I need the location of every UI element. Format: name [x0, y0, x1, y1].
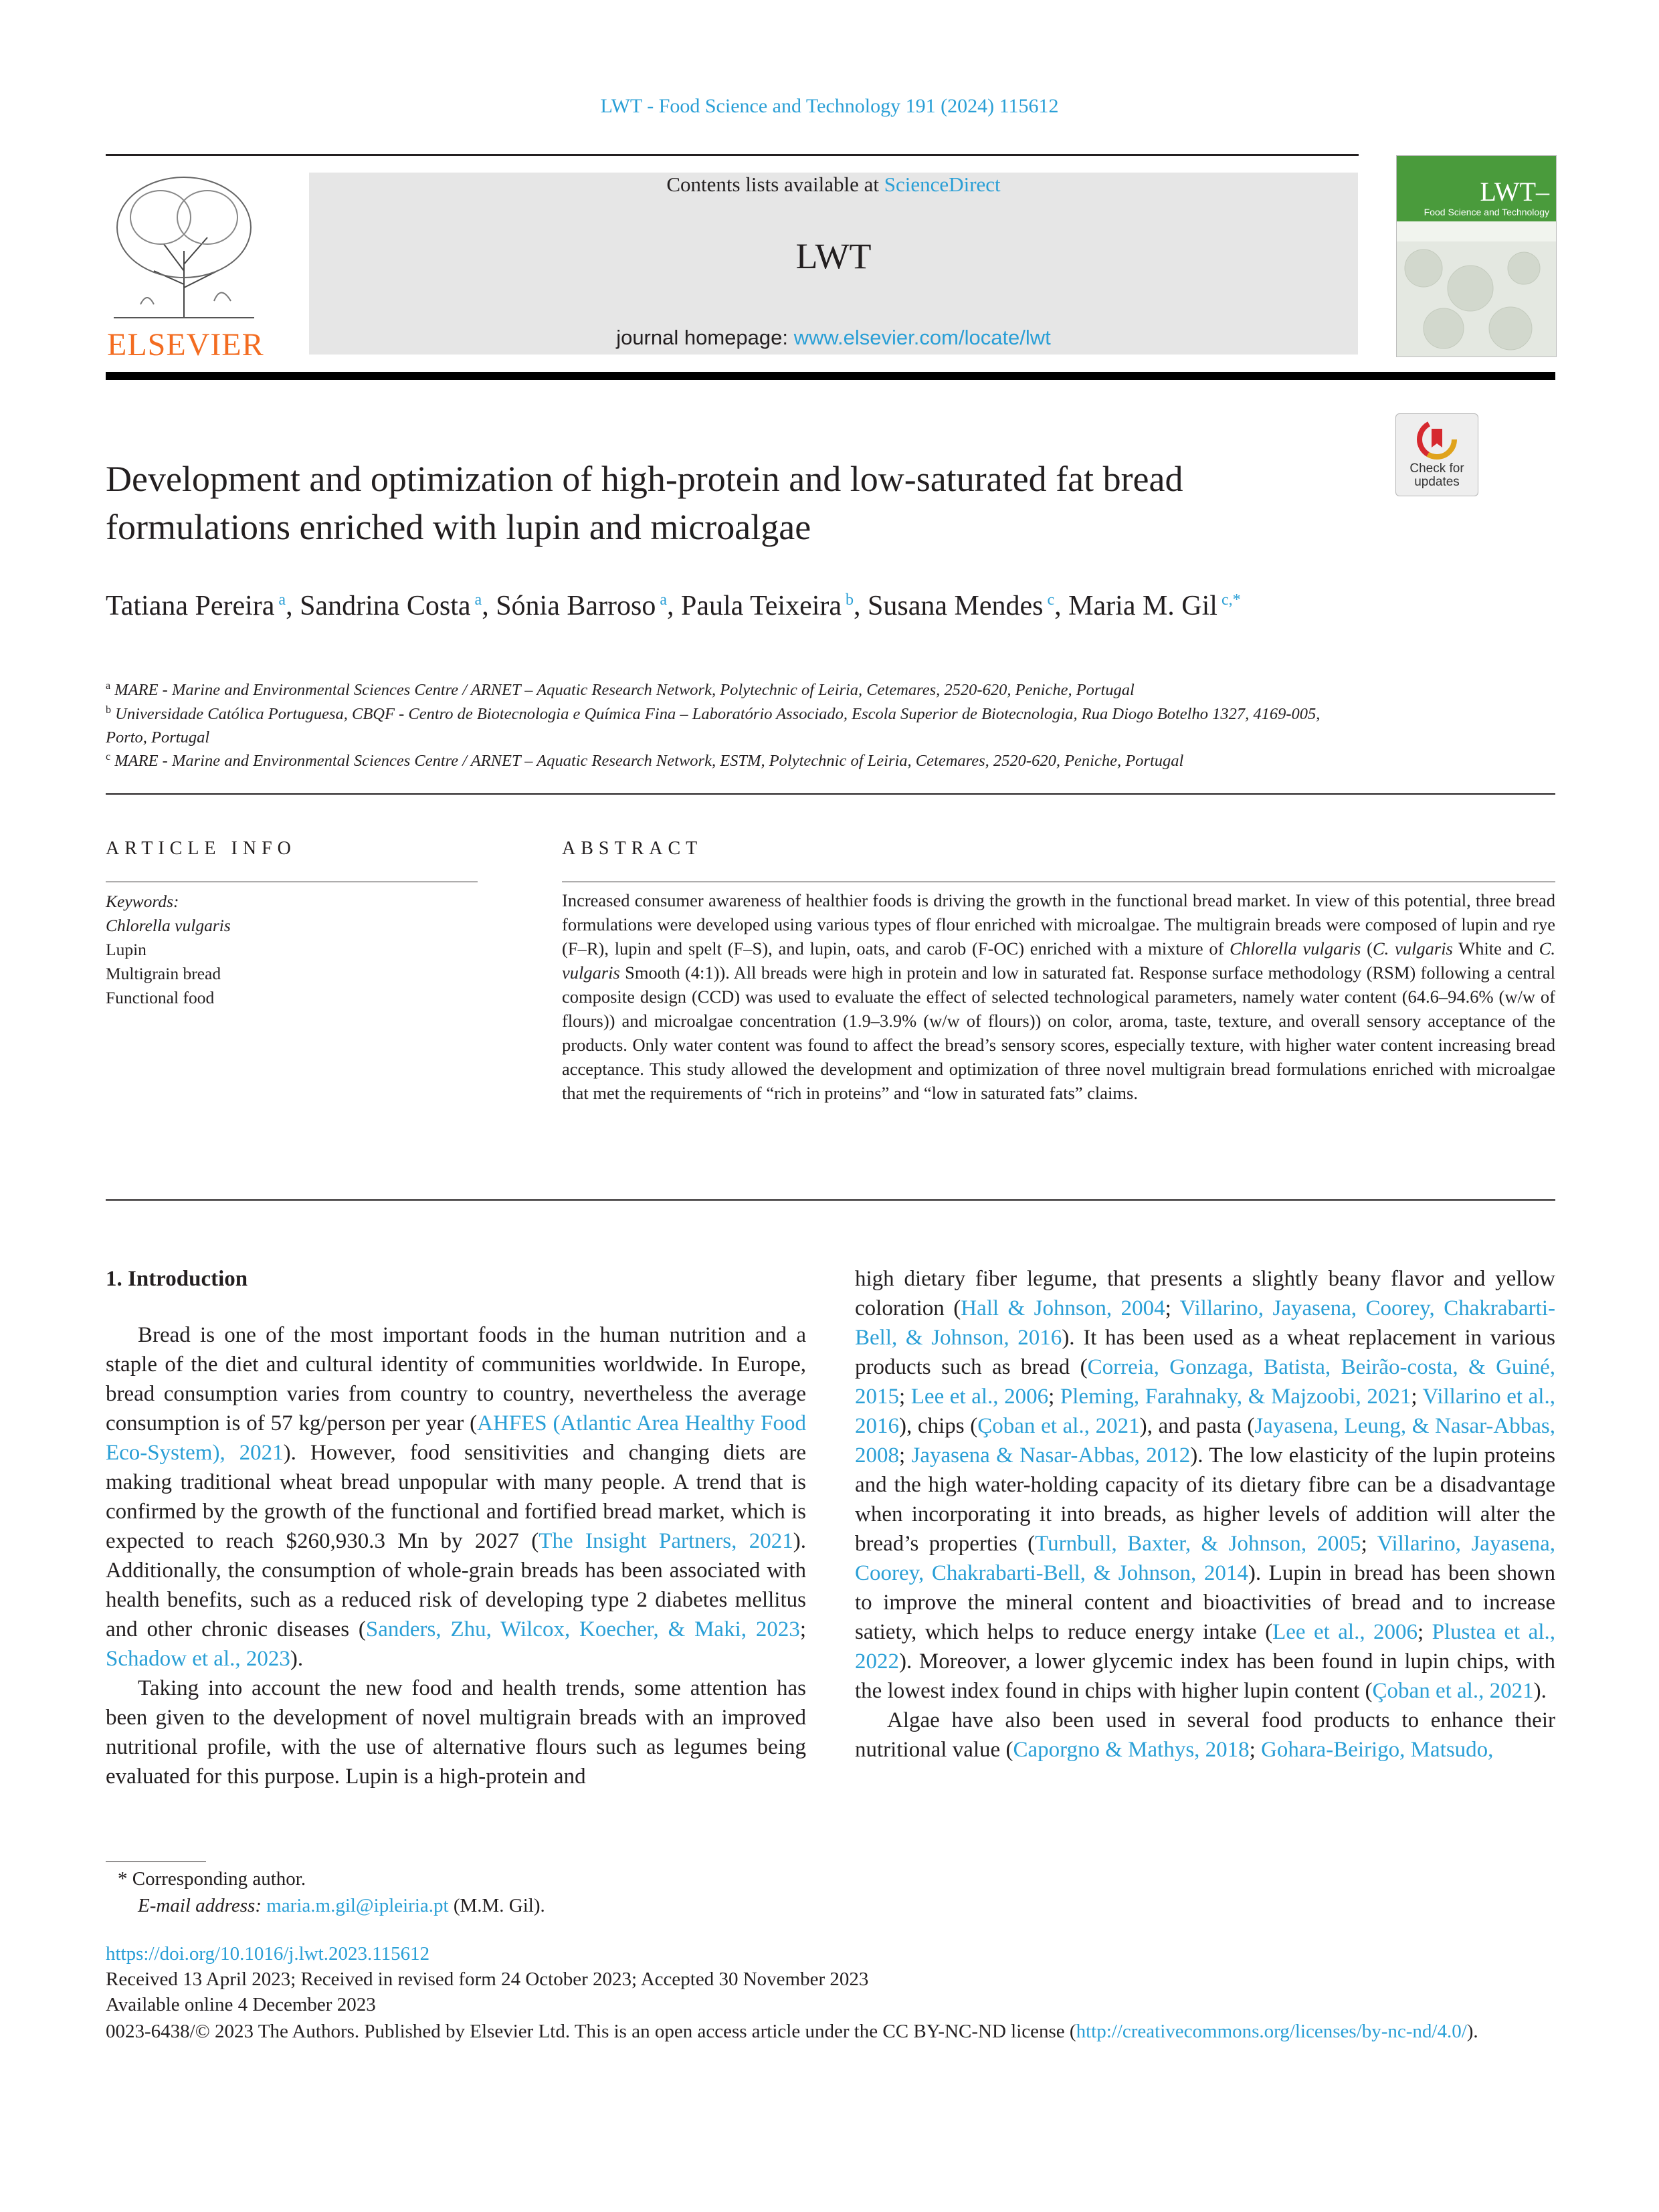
author-affiliation-marker[interactable]: a	[470, 591, 482, 609]
article-info-heading: ARTICLE INFO	[106, 838, 296, 859]
keywords-block	[106, 890, 231, 1010]
header-bottom-rule	[106, 372, 1555, 380]
cover-subtitle: Food Science and Technology	[1424, 207, 1549, 217]
citation-link[interactable]: Jayasena, Leung, & Nasar-Abbas, 2008	[855, 1414, 1555, 1468]
citation-link[interactable]: Çoban et al., 2021	[977, 1414, 1140, 1438]
author-name[interactable]: Maria M. Gil	[1068, 591, 1217, 621]
author-list	[106, 579, 1363, 627]
citation-link[interactable]: Lee et al., 2006	[1272, 1620, 1418, 1644]
citation-link[interactable]: AHFES (Atlantic Area Healthy Food Eco-System), 2021	[106, 1411, 806, 1465]
homepage-link[interactable]: www.elsevier.com/locate/lwt	[793, 326, 1051, 349]
keywords-label: Keywords:	[106, 892, 179, 911]
paragraph	[855, 1706, 1555, 1765]
crossmark-line2: updates	[1414, 475, 1460, 489]
keyword-item: Lupin	[106, 940, 147, 959]
crossmark-icon	[1396, 414, 1478, 462]
text-run: ), and pasta (	[1139, 1414, 1255, 1438]
text-run: ;	[899, 1385, 911, 1409]
citation-link[interactable]: Correia, Gonzaga, Batista, Beirão-costa, & Guiné, 2015	[855, 1355, 1556, 1409]
cover-title: LWT–	[1480, 177, 1549, 207]
doi-link[interactable]: https://doi.org/10.1016/j.lwt.2023.115612	[106, 1943, 430, 1965]
abstract-text: Increased consumer awareness of healthier foods is driving the growth in the functional bread market. In view of this potential, three bread formulations were developed using various types of flour enriched with microalgae. The multigrain breads were composed of lupin and rye (F–R), lupin and spelt (F–S), and lupin, oats, and carob (F-OC) enriched with a mixture of Chlorella vulgaris (C. vulgaris White and C. vulgaris Smooth (4:1)). All breads were high in protein and low in saturated fat. Response surface methodology (RSM) following a central composite design (CCD) was used to evaluate the effect of selected technological parameters, namely water content (64.6–94.6% (w/w of flours)) and microalgae concentration (1.9–3.9% (w/w of flours)) on color, aroma, taste, texture, and overall sensory acceptance of the products. Only water content was found to affect the bread’s sensory scores, especially texture, with higher water content increasing bread acceptance. This study allowed the development and optimization of three novel multigrain bread formulations enriched with microalgae that met the requirements of “rich in proteins” and “low in saturated fats” claims.	[562, 890, 1555, 1103]
citation-link[interactable]: Caporgno & Mathys, 2018	[1013, 1738, 1250, 1762]
citation-link[interactable]: Villarino, Jayasena, Coorey, Chakrabarti-Bell, & Johnson, 2014	[855, 1532, 1555, 1585]
author-affiliation-marker[interactable]: a	[274, 591, 286, 609]
author-name[interactable]: Sandrina Costa	[300, 591, 471, 621]
citation-link[interactable]: The Insight Partners, 2021	[539, 1529, 793, 1553]
author-name[interactable]: Sónia Barroso	[496, 591, 656, 621]
crossmark-line1: Check for	[1409, 462, 1464, 476]
text-run: Taking into account the new food and health trends, some attention has been given to the development of novel multigrain breads with an improved nutritional profile, with the use of alternative flours such as legumes being evaluated for this purpose. Lupin is a high-protein and	[106, 1676, 806, 1789]
abstract-divider	[106, 1199, 1555, 1201]
text-run: ).	[1533, 1679, 1547, 1703]
keyword-item: Functional food	[106, 988, 215, 1007]
contents-prefix: Contents lists available at	[666, 173, 884, 196]
journal-cover-thumbnail[interactable]	[1396, 155, 1557, 357]
keyword-item: Multigrain bread	[106, 964, 221, 983]
title-divider	[106, 793, 1555, 795]
article-title: Development and optimization of high-protein and low-saturated fat bread formulations enriched with lupin and microalgae	[106, 459, 1183, 547]
elsevier-wordmark: ELSEVIER	[107, 327, 264, 363]
text-run: ;	[1361, 1532, 1377, 1556]
text-run: ;	[1411, 1385, 1423, 1409]
citation-link[interactable]: Lee et al., 2006	[910, 1385, 1049, 1409]
text-run: ). However, food sensitivities and changing diets are making traditional wheat bread unpopular with many people. A trend that is confirmed by the growth of the functional and fortified bread market, which is expected to reach $260,930.3 Mn by 2027 (	[106, 1441, 806, 1553]
citation-link[interactable]: Hall & Johnson, 2004	[961, 1296, 1165, 1320]
license-link[interactable]: http://creativecommons.org/licenses/by-nc-nd/4.0/	[1076, 2021, 1467, 2042]
cover-image	[1397, 241, 1556, 357]
available-online: Available online 4 December 2023	[106, 1994, 376, 2015]
citation-link[interactable]: Pleming, Farahnaky, & Majzoobi, 2021	[1060, 1385, 1411, 1409]
citation-link[interactable]: Villarino, Jayasena, Coorey, Chakrabarti-Bell, & Johnson, 2016	[855, 1296, 1555, 1350]
author-separator: ,	[482, 591, 496, 621]
citation-link[interactable]: Turnbull, Baxter, & Johnson, 2005	[1035, 1532, 1361, 1556]
text-run: ). It has been used as a wheat replacement in various products such as bread (	[855, 1326, 1555, 1379]
text-run: ).	[290, 1647, 304, 1671]
homepage-prefix: journal homepage:	[616, 326, 794, 349]
author-name[interactable]: Tatiana Pereira	[106, 591, 275, 621]
text-run: ). The low elasticity of the lupin proteins and the high water-holding capacity of its dietary fibre can be a disadvantage when incorporating it into breads, as higher levels of addition will alter the bread’s properties (	[855, 1443, 1555, 1556]
body-column-right	[855, 1264, 1555, 1765]
text-run: ), chips (	[899, 1414, 978, 1438]
email-line: E-mail address: maria.m.gil@ipleiria.pt (M.M. Gil).	[138, 1895, 545, 1916]
text-run: ;	[1048, 1385, 1060, 1409]
author-separator: ,	[1054, 591, 1069, 621]
journal-homepage-line	[309, 326, 1358, 350]
body-column-left	[106, 1264, 806, 1791]
received-dates: Received 13 April 2023; Received in revised form 24 October 2023; Accepted 30 November 2023	[106, 1969, 869, 1990]
text-run: ;	[1249, 1738, 1262, 1762]
text-run: Bread is one of the most important foods in the human nutrition and a staple of the diet and cultural identity of communities worldwide. In Europe, bread consumption varies from country to country, nevertheless the average consumption is of 57 kg/person per year (	[106, 1323, 806, 1435]
citation-link[interactable]: Jayasena & Nasar-Abbas, 2012	[911, 1443, 1191, 1468]
text-run: ). Moreover, a lower glycemic index has been found in lupin chips, with the lowest index found in chips with higher lupin content (	[855, 1649, 1555, 1703]
author-separator: ,	[667, 591, 682, 621]
section-heading: 1. Introduction	[106, 1267, 248, 1291]
author-affiliation-marker[interactable]: c,*	[1217, 591, 1241, 609]
citation-link[interactable]: Çoban et al., 2021	[1372, 1679, 1534, 1703]
author-affiliation-marker[interactable]: b	[842, 591, 854, 609]
affiliation-a: $^a$ MARE - Marine and Environmental Sciences Centre / ARNET – Aquatic Research Network, Polytechnic of Leiria, Cetemares, 2520-620, Peniche, Portugal	[106, 680, 1135, 700]
author-name[interactable]: Paula Teixeira	[681, 591, 842, 621]
citation-link[interactable]: Gohara-Beirigo, Matsudo,	[1261, 1738, 1494, 1762]
text-run: ). Lupin in bread has been shown to improve the mineral content and bioactivities of bread and to increase satiety, which helps to reduce energy intake (	[855, 1561, 1555, 1644]
journal-citation[interactable]: LWT - Food Science and Technology 191 (2024) 115612	[600, 95, 1059, 117]
text-run: ;	[1165, 1296, 1180, 1320]
paragraph	[106, 1320, 806, 1674]
author-affiliation-marker[interactable]: a	[656, 591, 668, 609]
text-run: ;	[799, 1617, 806, 1641]
citation-link[interactable]: Plustea et al., 2022	[855, 1620, 1555, 1674]
header-top-rule	[106, 154, 1359, 156]
author-separator: ,	[854, 591, 868, 621]
keyword-item: Chlorella vulgaris	[106, 916, 231, 935]
author-separator: ,	[286, 591, 300, 621]
text-run: ). Additionally, the consumption of whole-grain breads has been associated with health benefits, such as a reduced risk of developing type 2 diabetes mellitus and other chronic diseases (	[106, 1529, 807, 1641]
affiliation-c: $^c$ MARE - Marine and Environmental Sciences Centre / ARNET – Aquatic Research Network, ESTM, Polytechnic of Leiria, Cetemares, 2520-620, Peniche, Portugal	[106, 751, 1184, 771]
text-run: ;	[899, 1443, 912, 1468]
sciencedirect-link[interactable]: ScienceDirect	[884, 173, 1001, 196]
citation-link[interactable]: Sanders, Zhu, Wilcox, Koecher, & Maki, 2023	[365, 1617, 800, 1641]
contents-available-line	[309, 173, 1358, 197]
citation-link[interactable]: Schadow et al., 2023	[106, 1647, 290, 1671]
author-name[interactable]: Susana Mendes	[868, 591, 1044, 621]
license-line: 0023-6438/© 2023 The Authors. Published by Elsevier Ltd. This is an open access article under the CC BY-NC-ND license (http://creativecommons.org/licenses/by-nc-nd/4.0/).	[106, 2021, 1478, 2042]
check-for-updates-badge[interactable]	[1395, 413, 1478, 496]
text-run: ;	[1418, 1620, 1432, 1644]
abstract-heading: ABSTRACT	[562, 838, 703, 859]
journal-name: LWT	[795, 236, 872, 276]
paragraph	[855, 1264, 1555, 1706]
email-link[interactable]: maria.m.gil@ipleiria.pt	[266, 1895, 449, 1916]
paragraph	[106, 1674, 806, 1791]
author-affiliation-marker[interactable]: c	[1043, 591, 1055, 609]
text-run: Algae have also been used in several food products to enhance their nutritional value (	[855, 1708, 1555, 1762]
affiliation-b: $^b$ Universidade Católica Portuguesa, CBQF - Centro de Biotecnologia e Química Fina – Laboratório Associado, Escola Superior de Biotecnologia, Rua Diogo Botelho 1327, 4169-005, Porto, Portugal	[106, 704, 1321, 747]
corresponding-author-note: * Corresponding author.	[118, 1868, 306, 1890]
citation-link[interactable]: Villarino et al., 2016	[855, 1385, 1555, 1438]
text-run: high dietary fiber legume, that presents a slightly beany flavor and yellow coloration (	[855, 1267, 1555, 1320]
